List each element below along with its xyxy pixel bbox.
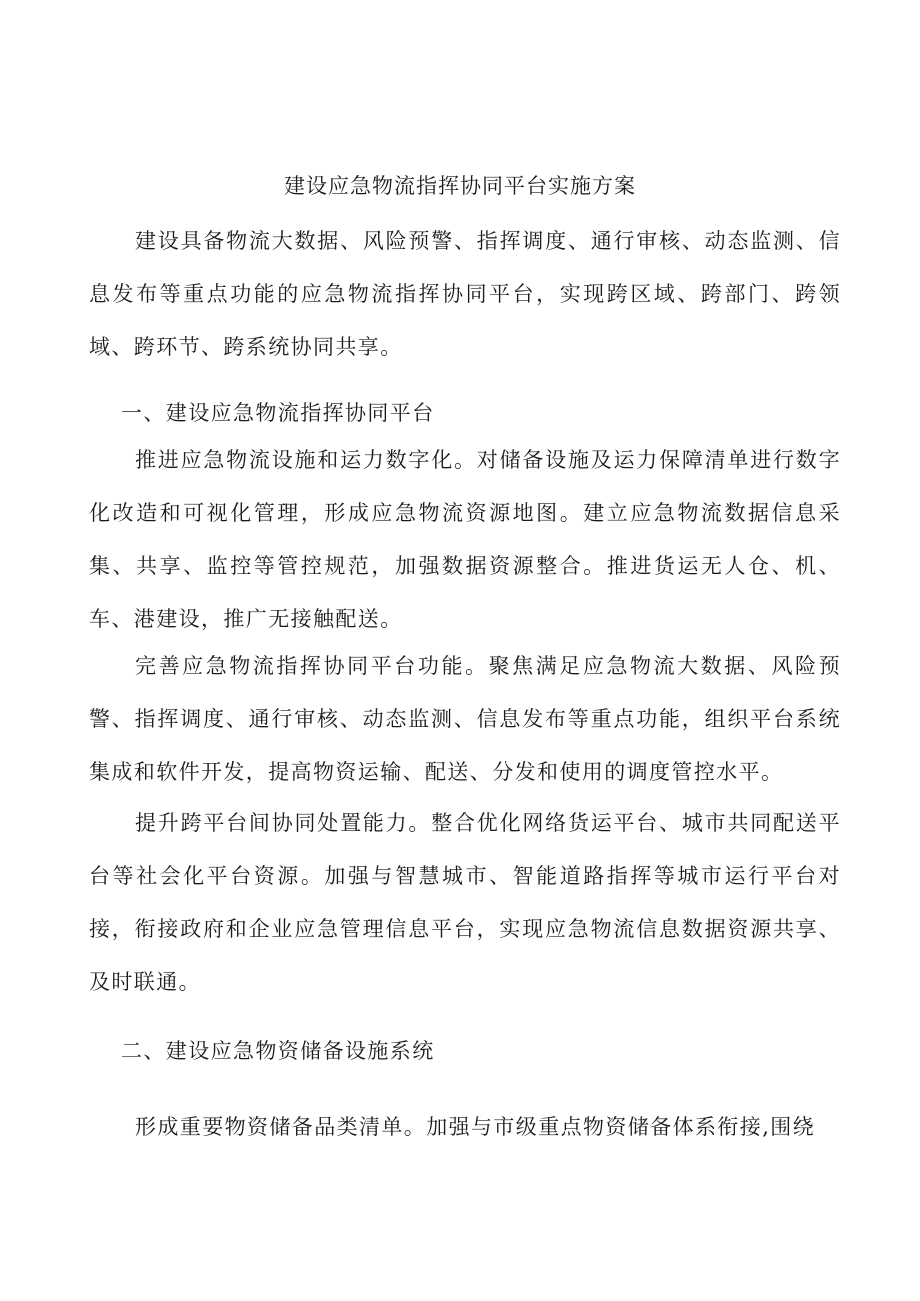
section-1-heading: 一、建设应急物流指挥协同平台 <box>121 401 435 425</box>
section-2-paragraph-1: 形成重要物资储备品类清单。加强与市级重点物资储备体系衔接,围绕 <box>135 1115 816 1139</box>
section-1-paragraph-1: 推进应急物流设施和运力数字化。对储备设施及运力保障清单进行数字化改造和可视化管理，形成应急物流资源地图。建立应急物流数据信息采集、共享、监控等管控规范，加强数据资源整合。推进货运无人仓、机、车、港建设，推广无接触配送。 <box>89 448 841 631</box>
section-1-paragraph-2: 完善应急物流指挥协同平台功能。聚焦满足应急物流大数据、风险预警、指挥调度、通行审核、动态监测、信息发布等重点功能，组织平台系统集成和软件开发，提高物资运输、配送、分发和使用的调度管控水平。 <box>89 654 841 784</box>
intro-paragraph: 建设具备物流大数据、风险预警、指挥调度、通行审核、动态监测、信息发布等重点功能的应急物流指挥协同平台，实现跨区域、跨部门、跨领域、跨环节、跨系统协同共享。 <box>89 229 841 359</box>
document-title: 建设应急物流指挥协同平台实施方案 <box>284 174 636 198</box>
section-2-heading: 二、建设应急物资储备设施系统 <box>121 1039 435 1063</box>
section-1-paragraph-3: 提升跨平台间协同处置能力。整合优化网络货运平台、城市共同配送平台等社会化平台资源。加强与智慧城市、智能道路指挥等城市运行平台对接，衔接政府和企业应急管理信息平台，实现应急物流信息数据资源共享、及时联通。 <box>89 811 841 994</box>
